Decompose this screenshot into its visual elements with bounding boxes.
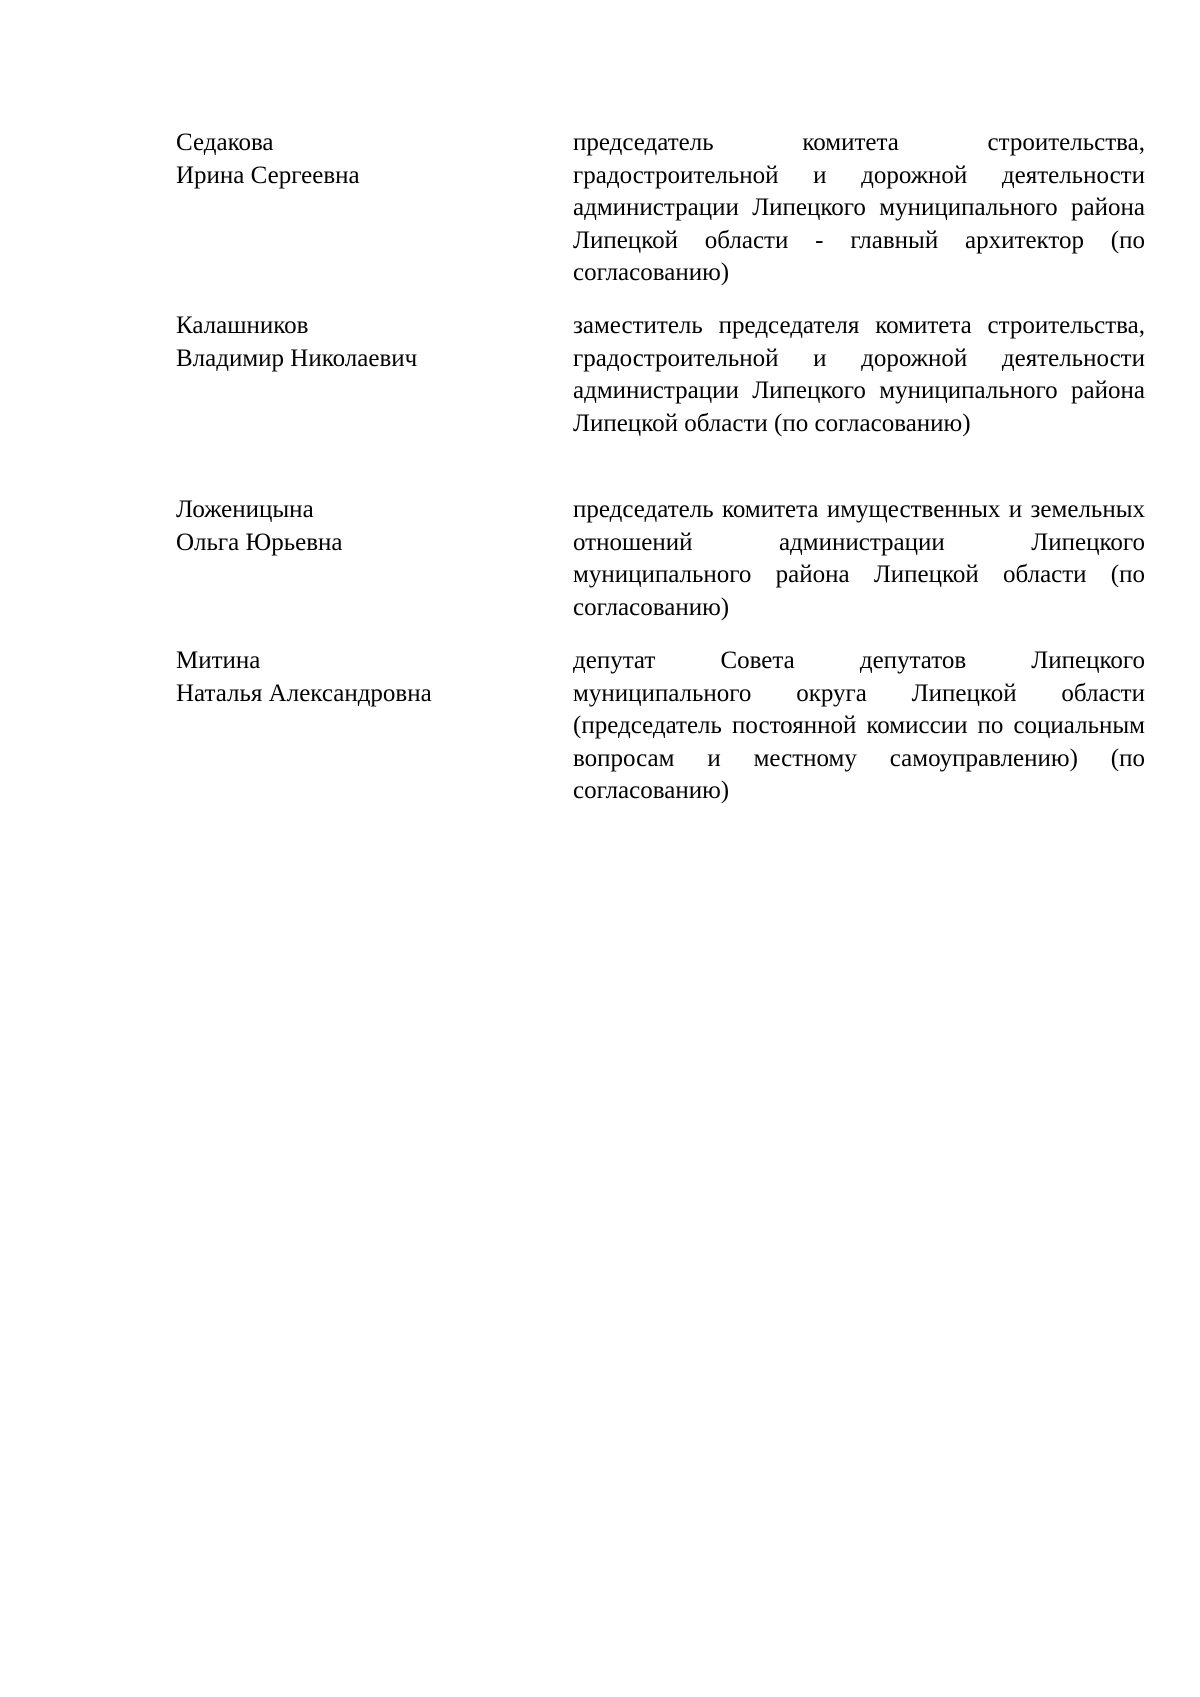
member-name <box>176 494 536 559</box>
member-name <box>176 645 536 710</box>
member-position: председатель комитета строительства, градостроительной и дорожной деятельности администрации Липецкого муниципального района Липецкой области - главный архитектор (по согласованию) <box>573 129 1145 286</box>
member-position: председатель комитета имущественных и земельных отношений администрации Липецкого муниципального района Липецкой области (по согласованию) <box>573 496 1145 621</box>
member-given-names: Ольга Юрьевна <box>176 528 343 556</box>
member-surname: Седакова <box>176 129 274 156</box>
member-given-names: Ирина Сергеевна <box>176 161 360 189</box>
member-given-names: Владимир Николаевич <box>176 344 418 372</box>
member-surname: Ложеницына <box>176 496 314 523</box>
member-name <box>176 127 536 192</box>
member-name <box>176 310 536 375</box>
member-position: заместитель председателя комитета строительства, градостроительной и дорожной деятельности администрации Липецкого муниципального района Липецкой области (по согласованию) <box>573 312 1145 437</box>
member-position: депутат Совета депутатов Липецкого муниципального округа Липецкой области (председатель постоянной комиссии по социальным вопросам и местному самоуправлению) (по согласованию) <box>573 647 1145 804</box>
member-surname: Калашников <box>176 312 309 339</box>
member-surname: Митина <box>176 647 261 674</box>
member-given-names: Наталья Александровна <box>176 679 432 707</box>
